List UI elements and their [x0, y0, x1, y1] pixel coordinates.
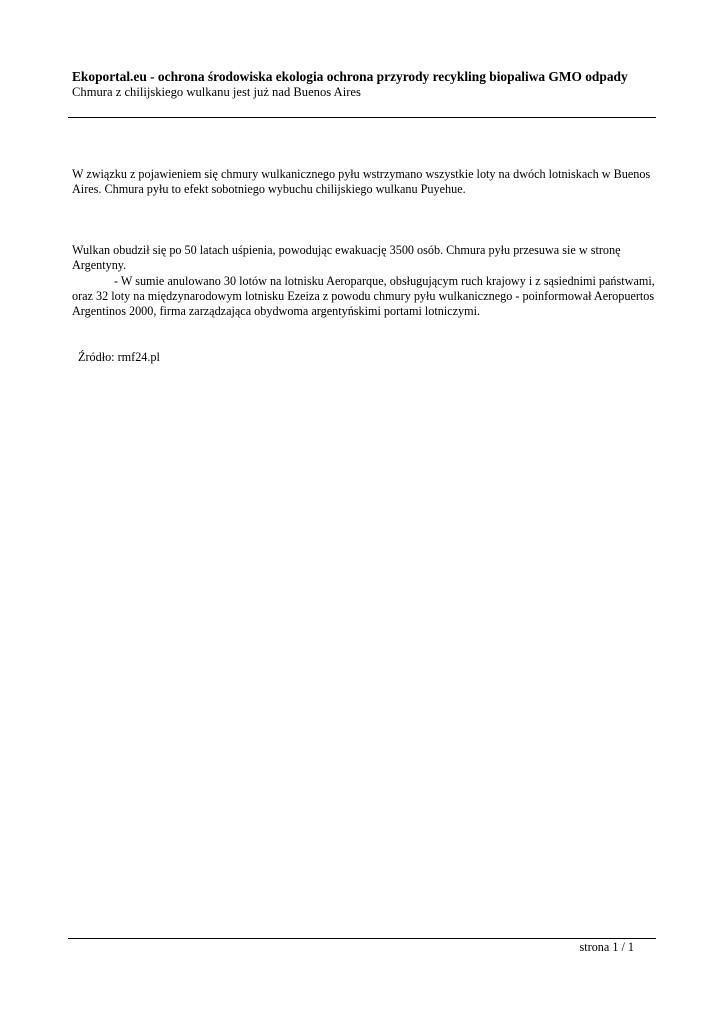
- article-paragraph-1: W związku z pojawieniem się chmury wulkanicznego pyłu wstrzymano wszystkie loty na dwóch lotniskach w Buenos Aires. Chmura pyłu to efekt sobotniego wybuchu chilijskiego wulkanu Puyehue.: [72, 167, 651, 197]
- header-divider: [68, 117, 656, 118]
- page-number: strona 1 / 1: [579, 940, 634, 954]
- article-paragraph-2: [72, 243, 657, 319]
- footer-divider: [68, 938, 656, 939]
- article-title: Chmura z chilijskiego wulkanu jest już nad Buenos Aires: [72, 85, 361, 99]
- article-source: Źródło: rmf24.pl: [78, 350, 160, 364]
- article-paragraph-2-line-1: Wulkan obudził się po 50 latach uśpienia, powodując ewakuację 3500 osób. Chmura pyłu przesuwa sie w stronę Argentyny.: [72, 243, 621, 273]
- site-title: Ekoportal.eu - ochrona środowiska ekologia ochrona przyrody recykling biopaliwa GMO odpady: [72, 69, 628, 84]
- article-paragraph-2-line-2: - W sumie anulowano 30 lotów na lotnisku Aeroparque, obsługującym ruch krajowy i z sąsiednimi państwami, oraz 32 loty na międzynarodowym lotnisku Ezeiza z powodu chmury pyłu wulkanicznego - poinformował Aeropuertos Argentinos 2000, firma zarządzająca obydwoma argentyńskimi portami lotniczymi.: [72, 273, 655, 319]
- document-header: [72, 69, 662, 100]
